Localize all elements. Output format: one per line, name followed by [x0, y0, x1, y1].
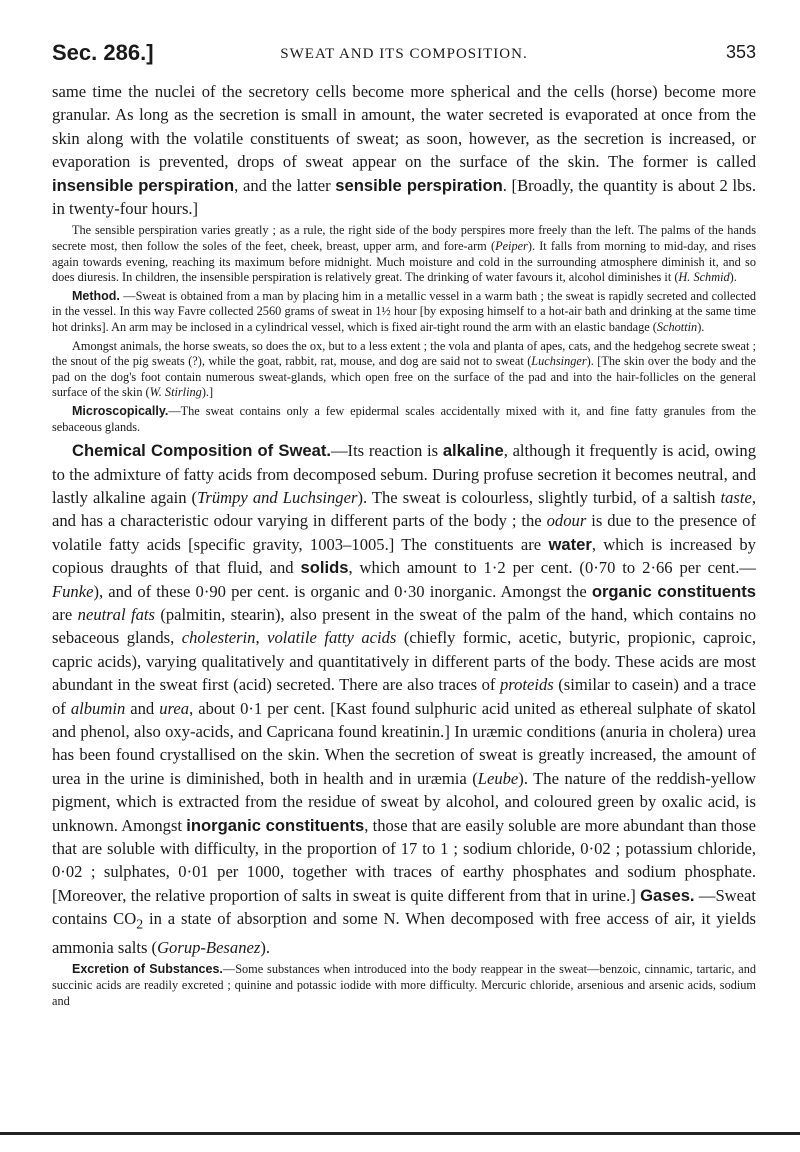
book-page: [52, 40, 756, 1009]
note-sensible-perspiration: The sensible perspiration varies greatly ; as a rule, the right side of the body perspires more freely than the left. The palms of the hands secrete most, then follow the soles of the feet, cheek, breast, upper arm, and fore-arm (Peiper). It falls from morning to mid-day, and rises again towards evening, reaching its maximum before midnight. Much moisture and cold in the surrounding atmosphere diminish it, and so does diuresis. In children, the insensible perspiration is relatively great. The drinking of water favours it, alcohol diminishes it (H. Schmid).: [52, 223, 757, 285]
note-method: Method. —Sweat is obtained from a man by placing him in a metallic vessel in a warm bath ; the sweat is rapidly secreted and collected in the vessel. In this way Favre collected 2560 grams of sweat in 1½ hour [by exposing himself to a hot-air bath and drinking at the same time hot drinks]. An arm may be inclosed in a cylindrical vessel, which is fixed air-tight round the arm with an elastic bandage (Schottin).: [52, 288, 756, 334]
note-microscopically: Microscopically.—The sweat contains only a few epidermal scales accidentally mixed with it, and fine fatty granules from the sebaceous glands.: [52, 403, 756, 434]
chemical-composition-heading: Chemical Composition of Sweat.: [72, 441, 331, 461]
intro-paragraph: same time the nuclei of the secretory cells become more spherical and the cells (horse) become more granular. As long as the secretion is small in amount, the water secreted is evaporated at once from the skin along with the volatile constituents of sweat; as soon, however, as the secretion is increased, or evaporation is prevented, drops of sweat appear on the surface of the skin. The former is called insensible perspiration, and the latter sensible perspiration. [Broadly, the quantity is about 2 lbs. in twenty-four hours.]: [52, 82, 756, 219]
method-heading: Method.: [72, 288, 120, 303]
term-sensible-perspiration: sensible perspiration: [335, 175, 503, 195]
page-number: 353: [725, 42, 756, 62]
bottom-rule: [0, 1132, 800, 1135]
excretion-heading: Excretion of Substances.: [72, 962, 223, 977]
note-excretion: Excretion of Substances.—Some substances when introduced into the body reappear in the sweat—benzoic, cinnamic, tartaric, and succinic acids are readily excreted ; quinine and potassic iodide with more difficulty. Mercuric chloride, arsenious and arsenic acids, sodium and: [52, 962, 756, 1008]
chemical-composition-paragraph: Chemical Composition of Sweat.—Its reaction is alkaline, although it frequently is acid, owing to the admixture of fatty acids from decomposed sebum. During profuse secretion it becomes neutral, and lastly alkaline again (Trümpy and Luchsinger). The sweat is colourless, slightly turbid, of a saltish taste, and has a characteristic odour varying in different parts of the body ; the odour is due to the presence of volatile fatty acids [specific gravity, 1003–1005.] The constituents are water, which is increased by copious draughts of that fluid, and solids, which amount to 1·2 per cent. (0·70 to 2·66 per cent.—Funke), and of these 0·90 per cent. is organic and 0·30 inorganic. Amongst the organic constituents are neutral fats (palmitin, stearin), also present in the sweat of the palm of the hand, which contains no sebaceous glands, cholesterin, volatile fatty acids (chiefly formic, acetic, butyric, propionic, caproic, capric acids), varying qualitatively and quantitatively in different parts of the body. These acids are most abundant in the sweat first (acid) secreted. There are also traces of proteids (similar to casein) and a trace of albumin and urea, about 0·1 per cent. [Kast found sulphuric acid united as ethereal sulphate of skatol and phenol, also oxy-acids, and Capricana found kreatinin.] In uræmic conditions (anuria in cholera) urea has been found crystallised on the skin. When the secretion of sweat is greatly increased, the amount of urea in the urine is diminished, both in health and in uræmia (Leube). The nature of the reddish-yellow pigment, which is extracted from the residue of sweat by alcohol, and coloured green by oxalic acid, is unknown. Amongst inorganic constituents, those that are easily soluble are more abundant than those that are soluble with difficulty, in the proportion of 17 to 1 ; sodium chloride, 0·02 ; potassium chloride, 0·02 ; sulphates, 0·01 per 1000, together with traces of earthy phosphates and sodium phosphate. [Moreover, the relative proportion of salts in sweat is quite different from that in urine.] Gases. —Sweat contains $CO_2$ in a state of absorption and some N. When decomposed with free access of air, it yields ammonia salts (Gorup-Besanez).: [52, 441, 757, 957]
section-number: Sec. 286.]: [52, 40, 154, 65]
microscopically-heading: Microscopically.: [72, 403, 169, 418]
term-insensible-perspiration: insensible perspiration: [52, 175, 235, 195]
note-animals: Amongst animals, the horse sweats, so does the ox, but to a less extent ; the vola and planta of apes, cats, and the hedgehog secrete sweat ; the snout of the pig sweats (?), while the goat, rabbit, rat, mouse, and dog are said not to sweat (Luchsinger). [The skin over the body and the pad on the dog's foot contain numerous sweat-glands, which open free on the surface of the pad and into the hair-follicles on the general surface of the skin (W. Stirling).]: [52, 338, 756, 400]
running-title: SWEAT AND ITS COMPOSITION.: [280, 46, 528, 62]
page-header: [52, 40, 756, 80]
